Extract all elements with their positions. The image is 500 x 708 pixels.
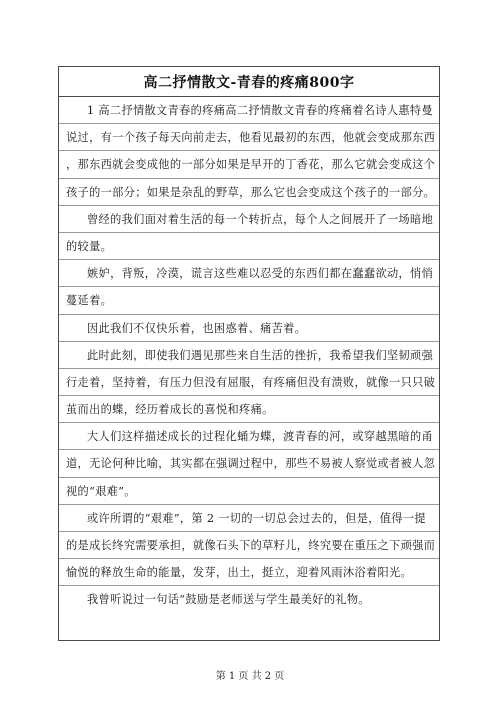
content-table [58, 66, 440, 641]
document-title: 高二抒情散文-青春的疼痛800字 [143, 74, 355, 91]
text-line: 愉悦的释放生命的能量，发芽，出土，挺立，迎着风雨沐浴着阳光。 [59, 559, 439, 586]
text-line: ，那东西就会变成他的一部分如果是早开的丁香花，那么它就会变成这个 [59, 151, 439, 178]
page-footer: 第 1 页 共 2 页 [215, 671, 285, 682]
text-line: 蔓延着。 [59, 287, 439, 314]
text-line: 的是成长终究需要承担，就像石头下的草籽儿，终究要在重压之下顽强而 [59, 532, 439, 559]
text-line: 茧而出的蝶，经历着成长的喜悦和疼痛。 [59, 396, 439, 423]
text-line: 嫉妒，背叛，冷漠，谎言这些难以忍受的东西们都在蠢蠢欲动，悄悄 [59, 260, 439, 287]
text-line: 曾经的我们面对着生活的每一个转折点，每个人之间展开了一场暗地 [59, 206, 439, 233]
text-line: 的较量。 [59, 233, 439, 260]
text-line: 我曾听说过一句话“鼓励是老师送与学生最美好的礼物。 [87, 593, 370, 607]
text-line: 孩子的一部分；如果是杂乱的野草，那么它也会变成这个孩子的一部分。 [59, 179, 439, 206]
text-line: 说过，有一个孩子每天向前走去，他看见最初的东西，他就会变成那东西 [59, 124, 439, 151]
text-line: 行走着，坚持着，有压力但没有屈服，有疼痛但没有溃败，就像一只只破 [59, 369, 439, 396]
text-line: 因此我们不仅快乐着，也困惑着、痛苦着。 [59, 315, 439, 342]
text-line: 或许所谓的“艰难”，第 2 一切的一切总会过去的，但是，值得一提 [59, 505, 439, 532]
text-line: 大人们这样描述成长的过程化蛹为蝶，渡青春的河，或穿越黑暗的甬 [59, 423, 439, 450]
title-row [59, 67, 439, 97]
text-line: 此时此刻，即使我们遇见那些来自生活的挫折，我希望我们坚韧顽强 [59, 342, 439, 369]
text-line: 1 高二抒情散文青春的疼痛高二抒情散文青春的疼痛着名诗人惠特曼 [59, 97, 439, 124]
text-lines [59, 97, 439, 614]
text-line: 道，无论何种比喻，其实都在强调过程中，那些不易被人察觉或者被人忽 [59, 450, 439, 477]
text-line: 视的“艰难”。 [59, 478, 439, 505]
